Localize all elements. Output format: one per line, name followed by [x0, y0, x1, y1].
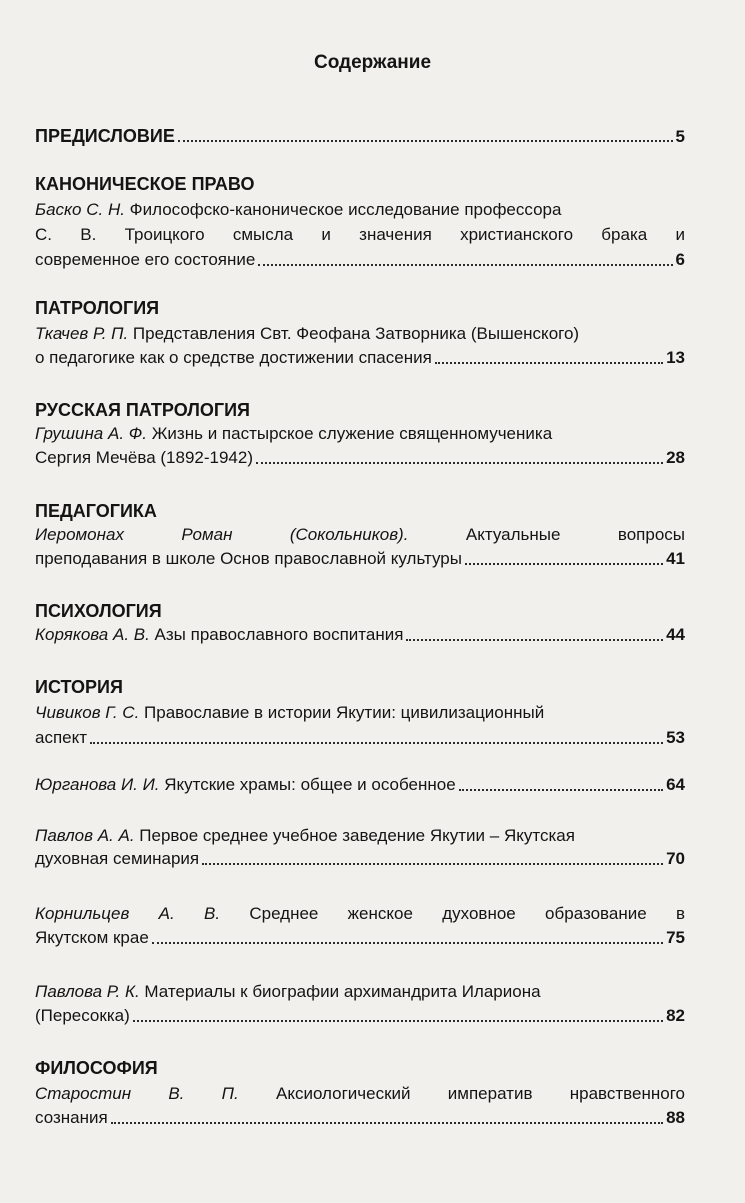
section-heading-russian-patrology: РУССКАЯ ПАТРОЛОГИЯ [35, 400, 250, 420]
section-heading-canon-law: КАНОНИЧЕСКОЕ ПРАВО [35, 174, 255, 194]
toc-entry-last-line [35, 848, 685, 870]
entry-author: Грушина А. Ф. [35, 424, 148, 443]
toc-entry-last-line [35, 1107, 685, 1129]
entry-title: Среднее женское духовное образование в [220, 904, 685, 923]
leader-dots [465, 563, 663, 565]
leader-dots [202, 863, 663, 865]
page-number: 6 [675, 250, 685, 269]
toc-entry-last-line [35, 548, 685, 570]
entry-title: современное его состояние [35, 250, 256, 269]
entry-title: Первое среднее учебное заведение Якутии – Якутская [134, 826, 575, 845]
toc-entry-line [35, 702, 685, 724]
entry-author: Баско С. Н. [35, 200, 125, 219]
page-number: 5 [675, 127, 685, 146]
toc-entry-line [35, 903, 685, 925]
section-heading-history: ИСТОРИЯ [35, 677, 123, 697]
entry-title: Православие в истории Якутии: цивилизационный [139, 703, 545, 722]
page-number: 13 [666, 348, 685, 367]
entry-title: сознания [35, 1108, 108, 1127]
leader-dots [256, 462, 663, 464]
entry-title: (Пересокка) [35, 1006, 130, 1025]
entry-title: аспект [35, 728, 88, 747]
preface-label: ПРЕДИСЛОВИЕ [35, 126, 175, 146]
entry-author: Чивиков Г. С. [35, 703, 140, 722]
toc-entry-last-line [35, 727, 685, 749]
toc-entry-last-line [35, 347, 685, 369]
entry-author: Корякова А. В. [35, 625, 150, 644]
entry-author: Павлов А. А. [35, 826, 135, 845]
entry-title: Материалы к биографии архимандрита Илариона [139, 982, 541, 1001]
toc-entry-line: С. В. Троицкого смысла и значения христианского брака и [35, 225, 685, 244]
toc-entry-last-line [35, 774, 685, 796]
entry-title: о педагогике как о средстве достижении спасения [35, 348, 432, 367]
leader-dots [459, 789, 663, 791]
leader-dots [133, 1020, 663, 1022]
toc-entry-line [35, 524, 685, 546]
page-number: 53 [666, 728, 685, 747]
leader-dots [111, 1122, 663, 1124]
entry-author: Павлова Р. К. [35, 982, 140, 1001]
leader-dots [178, 140, 673, 142]
toc-entry-line [35, 825, 685, 847]
toc-entry-line [35, 423, 685, 445]
page-title: Содержание [313, 52, 432, 73]
leader-dots [258, 264, 672, 266]
entry-title: преподавания в школе Основ православной культуры [35, 549, 462, 568]
toc-entry-last-line [35, 927, 685, 949]
leader-dots [90, 742, 663, 744]
entry-title: Юрганова И. И. Якутские храмы: общее и особенное [35, 775, 456, 794]
toc-entry-last-line [35, 249, 685, 271]
toc-entry-preface [35, 126, 685, 147]
toc-entry-last-line [35, 1005, 685, 1027]
entry-author: Старостин В. П. [35, 1084, 239, 1103]
toc-entry-last-line [35, 447, 685, 469]
toc-entry-line [35, 323, 685, 345]
page-number: 70 [666, 849, 685, 868]
entry-author: Корнильцев А. В. [35, 904, 221, 923]
toc-entry-line [35, 981, 685, 1003]
page-number: 82 [666, 1006, 685, 1025]
leader-dots [152, 942, 663, 944]
page-number: 88 [666, 1108, 685, 1127]
entry-title: духовная семинария [35, 849, 200, 868]
leader-dots [406, 639, 663, 641]
entry-title: Якутском крае [35, 928, 149, 947]
entry-title: Представления Свт. Феофана Затворника (Вышенского) [128, 324, 580, 343]
entry-title: Аксиологический императив нравственного [238, 1084, 685, 1103]
entry-title: Философско-каноническое исследование профессора [124, 200, 562, 219]
toc-entry-line [35, 1083, 685, 1105]
section-heading-pedagogy: ПЕДАГОГИКА [35, 501, 157, 521]
entry-author: Юрганова И. И. [35, 775, 160, 794]
section-heading-patrology: ПАТРОЛОГИЯ [35, 298, 160, 318]
section-heading-psychology: ПСИХОЛОГИЯ [35, 601, 162, 621]
page-number: 64 [666, 775, 685, 794]
section-heading-philosophy: ФИЛОСОФИЯ [35, 1058, 158, 1078]
page-number: 28 [666, 448, 685, 467]
entry-title: Актуальные вопросы [408, 525, 685, 544]
entry-title: Жизнь и пастырское служение священномученика [147, 424, 553, 443]
toc-entry-last-line [35, 624, 685, 646]
entry-author: Иеромонах Роман (Сокольников). [35, 525, 409, 544]
page-number: 41 [666, 549, 685, 568]
leader-dots [435, 362, 663, 364]
entry-title: Корякова А. В. Азы православного воспитания [35, 625, 404, 644]
toc-entry-line [35, 199, 685, 221]
entry-author: Ткачев Р. П. [35, 324, 129, 343]
page-number: 75 [666, 928, 685, 947]
entry-title: Сергия Мечёва (1892-1942) [35, 448, 254, 467]
page-number: 44 [666, 625, 685, 644]
